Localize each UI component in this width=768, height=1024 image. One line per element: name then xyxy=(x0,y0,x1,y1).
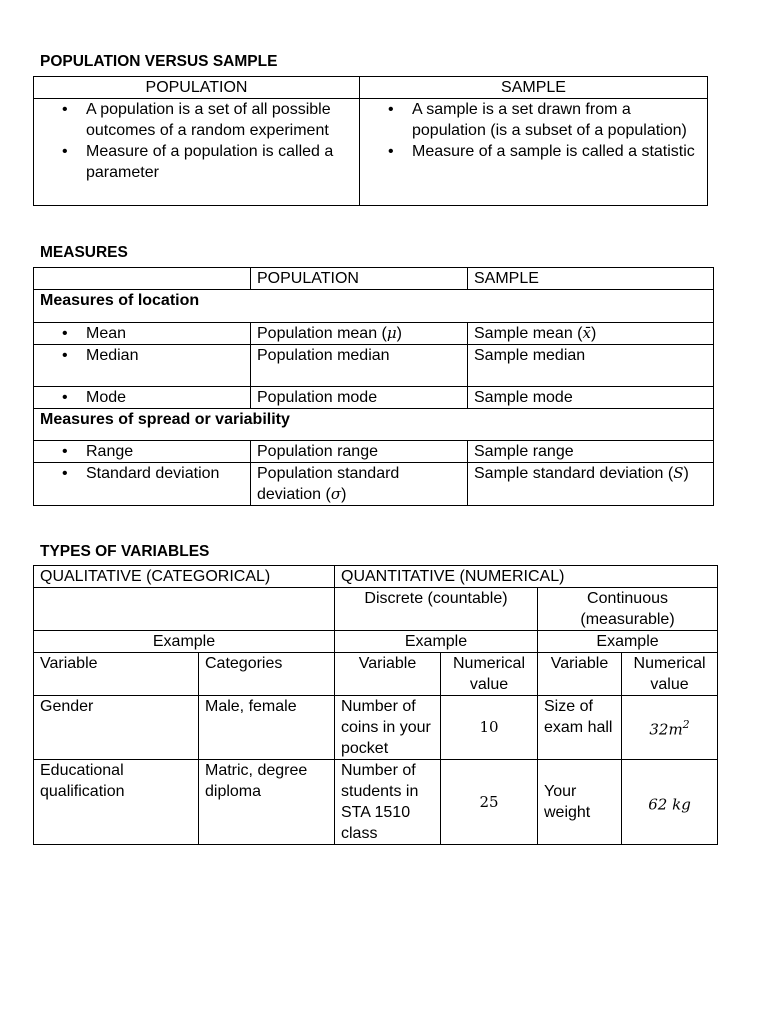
population-definition-cell xyxy=(34,99,360,206)
table-row-label: • Mean xyxy=(34,323,251,345)
list-item: • Measure of a population is called a parameter xyxy=(40,141,353,183)
discrete-variable-cell: Number of students in STA 1510 class xyxy=(335,760,441,845)
qualitative-categories-cell: Male, female xyxy=(199,696,335,760)
measures-of-location-heading: Measures of location xyxy=(34,290,714,323)
qualitative-variable-cell: Gender xyxy=(34,696,199,760)
table-row-label: • Median xyxy=(34,345,251,387)
measures-of-spread-heading: Measures of spread or variability xyxy=(34,409,714,441)
header-sample: SAMPLE xyxy=(360,77,708,99)
sample-definition-cell xyxy=(360,99,708,206)
x-bar-symbol: x̄ xyxy=(582,324,591,342)
qualitative-example-label: Example xyxy=(34,631,335,653)
column-header-variable: Variable xyxy=(335,653,441,696)
quantitative-header: QUANTITATIVE (NUMERICAL) xyxy=(335,566,718,588)
discrete-example-label: Example xyxy=(335,631,538,653)
population-versus-sample-table xyxy=(33,76,708,206)
sample-sd-cell: Sample standard deviation (S) xyxy=(468,463,714,506)
list-item: • Measure of a sample is called a statistic xyxy=(366,141,701,162)
population-median-cell: Population median xyxy=(251,345,468,387)
continuous-variable-cell: Size of exam hall xyxy=(538,696,622,760)
sample-range-cell: Sample range xyxy=(468,441,714,463)
list-item: • A sample is a set drawn from a population (is a subset of a population) xyxy=(366,99,701,141)
measures-table xyxy=(33,267,714,506)
sigma-symbol: σ xyxy=(330,485,342,503)
header-sample: SAMPLE xyxy=(468,268,714,290)
header-population: POPULATION xyxy=(251,268,468,290)
list-item: • A population is a set of all possible outcomes of a random experiment xyxy=(40,99,353,141)
qualitative-header: QUALITATIVE (CATEGORICAL) xyxy=(34,566,335,588)
continuous-header: Continuous (measurable) xyxy=(538,588,718,631)
mu-symbol: μ xyxy=(386,324,397,342)
section-title-types-of-variables: TYPES OF VARIABLES xyxy=(40,543,210,560)
discrete-value-cell: 25 xyxy=(441,760,538,845)
population-mean-cell: Population mean (μ) xyxy=(251,323,468,345)
section-title-measures: MEASURES xyxy=(40,244,128,261)
sample-mode-cell: Sample mode xyxy=(468,387,714,409)
discrete-variable-cell: Number of coins in your pocket xyxy=(335,696,441,760)
column-header-numerical-value: Numerical value xyxy=(622,653,718,696)
table-row xyxy=(34,696,718,760)
population-sd-cell: Population standard deviation (σ) xyxy=(251,463,468,506)
sample-median-cell: Sample median xyxy=(468,345,714,387)
qualitative-variable-cell: Educational qualification xyxy=(34,760,199,845)
s-symbol: S xyxy=(673,464,684,482)
table-row-label: • Standard deviation xyxy=(34,463,251,506)
continuous-variable-cell: Your weight xyxy=(538,760,622,845)
continuous-example-label: Example xyxy=(538,631,718,653)
header-population: POPULATION xyxy=(34,77,360,99)
qualitative-categories-cell: Matric, degree diploma xyxy=(199,760,335,845)
table-row xyxy=(34,760,718,845)
column-header-variable: Variable xyxy=(34,653,199,696)
types-of-variables-table xyxy=(33,565,718,845)
table-row-label: • Mode xyxy=(34,387,251,409)
column-header-numerical-value: Numerical value xyxy=(441,653,538,696)
discrete-value-cell: 10 xyxy=(441,696,538,760)
blank-cell xyxy=(34,588,335,631)
column-header-variable: Variable xyxy=(538,653,622,696)
header-blank xyxy=(34,268,251,290)
continuous-value-cell: $32m^2$ xyxy=(622,696,718,760)
discrete-header: Discrete (countable) xyxy=(335,588,538,631)
section-title-population-versus-sample: POPULATION VERSUS SAMPLE xyxy=(40,53,278,70)
table-row-label: • Range xyxy=(34,441,251,463)
population-mode-cell: Population mode xyxy=(251,387,468,409)
column-header-categories: Categories xyxy=(199,653,335,696)
continuous-value-cell: 62 kg xyxy=(622,760,718,845)
sample-mean-cell: Sample mean (x̄) xyxy=(468,323,714,345)
population-range-cell: Population range xyxy=(251,441,468,463)
